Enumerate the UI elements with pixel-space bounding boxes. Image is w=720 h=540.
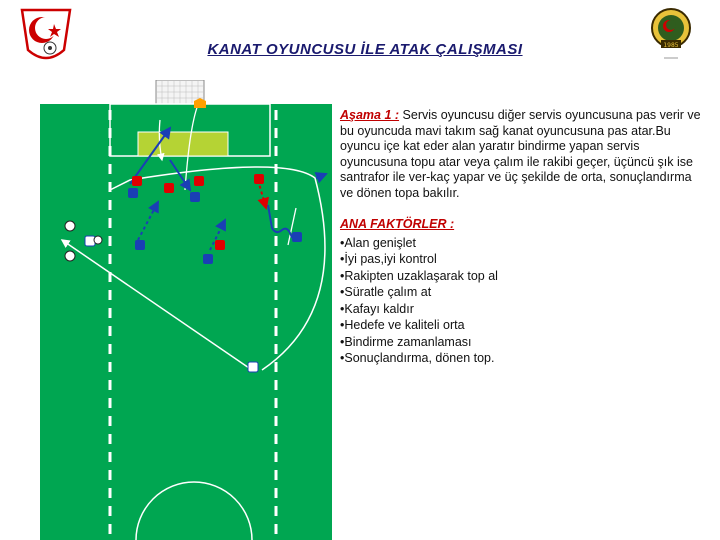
phase-text: Servis oyuncusu diğer servis oyuncusuna pas verir ve bu oyuncuda mavi takım sağ kanat oyuncusuna pas atar.Bu oyuncu içe kat eder alan yaratır bindirme yapan servis oyuncusuna topu atar veya çalım ile rakibi geçer, üçüncü şık ise santrafor ile ver-kaç yapar ve üç şekilde de orta, sonuçlandırma ve dönen topa bakılır. — [340, 108, 701, 200]
list-item: •Alan genişlet — [340, 235, 416, 250]
phase-paragraph — [340, 108, 706, 201]
list-item: •Süratle çalım at — [340, 285, 432, 299]
pitch-diagram — [40, 80, 332, 540]
list-item: •Bindirme zamanlaması — [340, 334, 472, 349]
list-item: •Rakipten uzaklaşarak top al — [340, 268, 498, 283]
emblem-year: 1985 — [663, 42, 679, 49]
list-item: •Kafayı kaldır — [340, 301, 414, 316]
page-title: KANAT OYUNCUSU İLE ATAK ÇALIŞMASI — [207, 41, 523, 58]
list-item: •İyi pas,iyi kontrol — [340, 252, 437, 266]
list-item: •Hedefe ve kaliteli orta — [340, 318, 465, 332]
club-emblem-logo — [650, 6, 692, 64]
list-item: •Sonuçlandırma, dönen top. — [340, 351, 495, 365]
federation-logo — [4, 6, 88, 68]
factors-list — [340, 235, 706, 367]
instructions — [340, 108, 706, 367]
factors-heading: ANA FAKTÖRLER : — [340, 217, 455, 231]
phase-heading: Aşama 1 : — [340, 108, 400, 122]
